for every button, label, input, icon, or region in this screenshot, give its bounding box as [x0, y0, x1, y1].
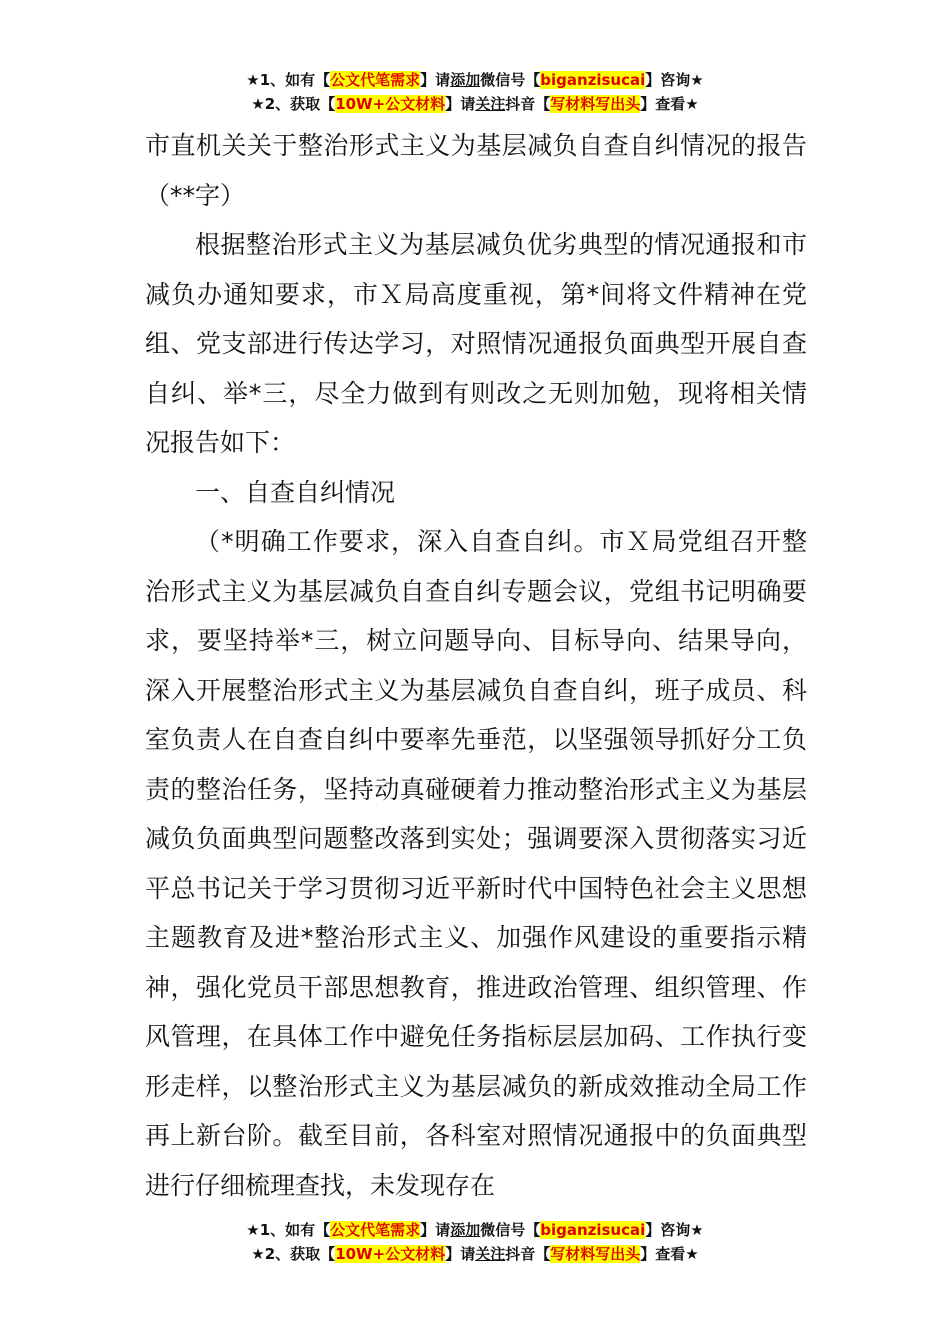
banner-highlight: 写材料写出头 — [550, 95, 641, 113]
banner-highlight: 10W+公文材料 — [335, 95, 446, 113]
document-title: 市直机关关于整治形式主义为基层减负自查自纠情况的报告（**字） — [145, 131, 807, 210]
banner-text: ★1、如有【 — [246, 71, 331, 89]
banner-text: 】请 — [420, 1221, 451, 1239]
banner-highlight: 公文代笔需求 — [330, 1221, 421, 1239]
banner-text: 】咨询★ — [645, 1221, 704, 1239]
banner-line-1 — [0, 68, 950, 92]
banner-text: 微信号【 — [480, 71, 541, 89]
banner-highlight: 公文代笔需求 — [330, 71, 421, 89]
banner-highlight: 写材料写出头 — [550, 1245, 641, 1263]
banner-text: 抖音【 — [505, 95, 551, 113]
banner-highlight: biganzisucai — [540, 71, 646, 89]
banner-text: ★2、获取【 — [251, 95, 336, 113]
banner-text: 】请 — [420, 71, 451, 89]
banner-line-1 — [0, 1218, 950, 1242]
banner-line-2 — [0, 1242, 950, 1266]
banner-underlined: 关注 — [475, 95, 506, 113]
document-body — [145, 121, 807, 1210]
banner-text: 】查看★ — [640, 95, 699, 113]
header-banner — [0, 68, 950, 116]
section-heading: 一、自查自纠情况 — [195, 477, 396, 507]
body-paragraph: （*明确工作要求，深入自查自纠。市Ｘ局党组召开整治形式主义为基层减负自查自纠专题会议，党组书记明确要求，要坚持举*三，树立问题导向、目标导向、结果导向，深入开展整治形式主义为基层减负自查自纠，班子成员、科室负责人在自查自纠中要率先垂范，以坚强领导抓好分工负责的整治任务，坚持动真碰硬着力推动整治形式主义为基层减负负面典型问题整改落到实处；强调要深入贯彻落实习近平总书记关于学习贯彻习近平新时代中国特色社会主义思想主题教育及进*整治形式主义、加强作风建设的重要指示精神，强化党员干部思想教育，推进政治管理、组织管理、作风管理，在具体工作中避免任务指标层层加码、工作执行变形走样，以整治形式主义为基层减负的新成效推动全局工作再上新台阶。截至目前，各科室对照情况通报中的负面典型进行仔细梳理查找，未发现存在 — [145, 527, 807, 1200]
banner-underlined: 关注 — [475, 1245, 506, 1263]
footer-banner — [0, 1218, 950, 1266]
banner-underlined: 添加 — [450, 1221, 481, 1239]
banner-text: 】请 — [445, 1245, 476, 1263]
intro-paragraph: 根据整治形式主义为基层减负优劣典型的情况通报和市减负办通知要求，市Ｘ局高度重视，第*间将文件精神在党组、党支部进行传达学习，对照情况通报负面典型开展自查自纠、举*三，尽全力做到有则改之无则加勉，现将相关情况报告如下： — [145, 230, 807, 457]
banner-highlight: biganzisucai — [540, 1221, 646, 1239]
banner-text: ★1、如有【 — [246, 1221, 331, 1239]
banner-text: 】咨询★ — [645, 71, 704, 89]
banner-highlight: 10W+公文材料 — [335, 1245, 446, 1263]
banner-text: 微信号【 — [480, 1221, 541, 1239]
banner-line-2 — [0, 92, 950, 116]
banner-text: ★2、获取【 — [251, 1245, 336, 1263]
banner-text: 】查看★ — [640, 1245, 699, 1263]
banner-underlined: 添加 — [450, 71, 481, 89]
banner-text: 抖音【 — [505, 1245, 551, 1263]
banner-text: 】请 — [445, 95, 476, 113]
